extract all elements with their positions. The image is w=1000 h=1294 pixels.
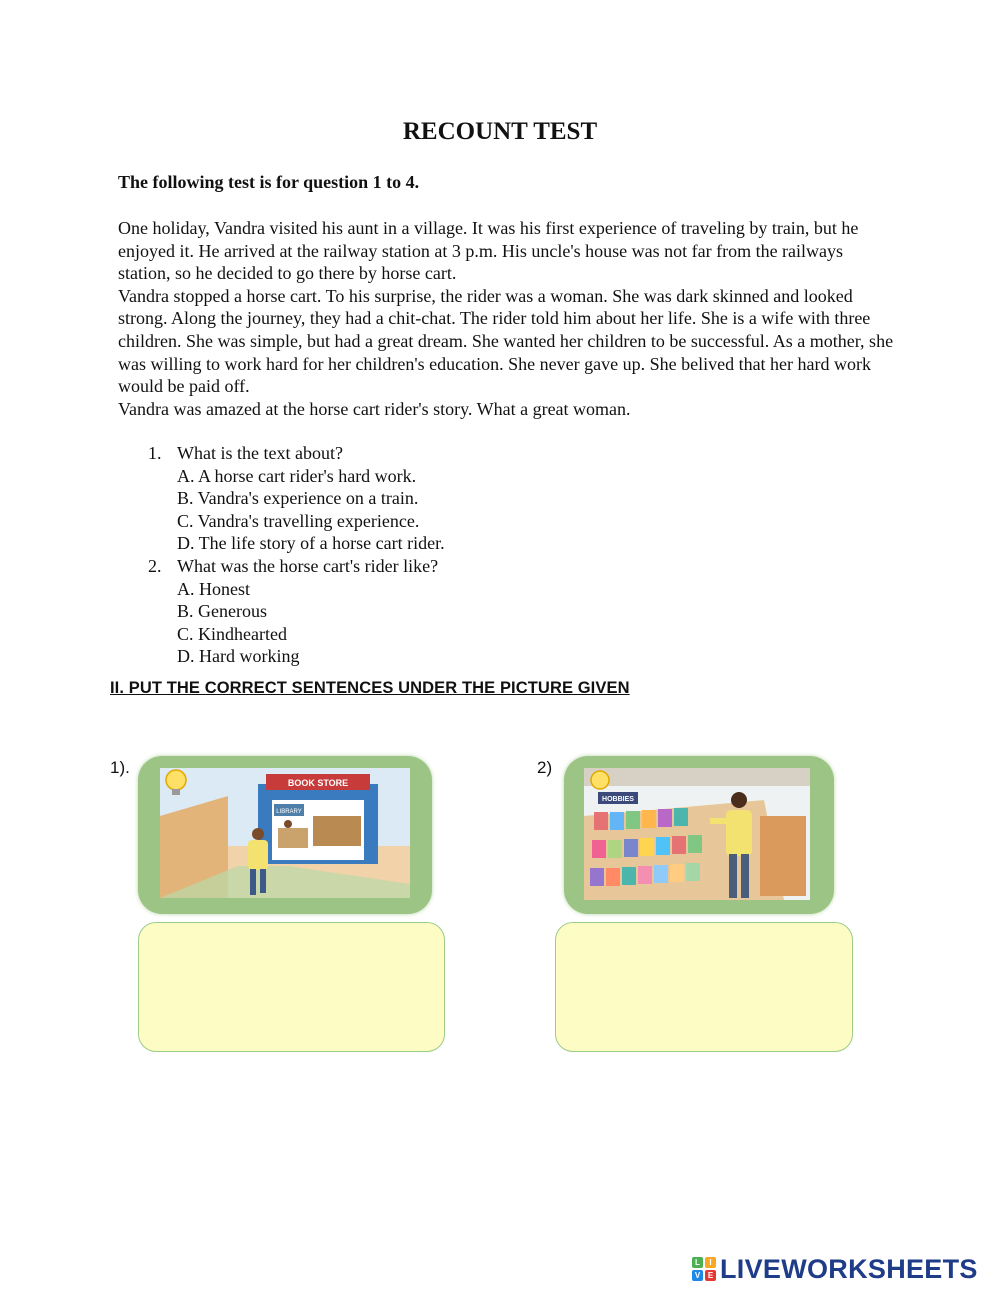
option: D. The life story of a horse cart rider. [177,533,445,553]
instruction: The following test is for question 1 to 4. [118,172,420,192]
inner-sign: LIBRARY [276,809,302,815]
picture-number: 2) [537,758,553,777]
store-sign: BOOK STORE [287,778,349,788]
option: B. Vandra's experience on a train. [177,488,419,508]
logo-icon [692,1257,716,1281]
logo-letter: E [705,1270,716,1281]
liveworksheets-logo[interactable] [692,1252,978,1286]
hobbies-shop-illustration [564,756,834,914]
picture-1-frame [138,756,432,914]
question-2 [148,555,438,578]
option: A. A horse cart rider's hard work. [177,466,417,486]
answer-box-2[interactable] [555,922,853,1052]
question-1 [148,442,343,465]
option: C. Vandra's travelling experience. [177,511,420,531]
bookstore-illustration [138,756,432,914]
passage-paragraph: Vandra stopped a horse cart. To his surprise, the rider was a woman. She was dark skinned and looked strong. Along the journey, they had a chit-chat. The rider told him about her life. She is a wife with three children. She was simple, but had a great dream. She wanted her children to be successful. As a mother, she was willing to work hard for her children's education. She never gave up. She belived that her hard work would be paid off. [118,285,894,397]
option: B. Generous [177,601,267,621]
passage-paragraph: Vandra was amazed at the horse cart rider's story. What a great woman. [118,398,631,419]
option: C. Kindhearted [177,624,287,644]
picture-2-frame [564,756,834,914]
answer-box-1[interactable] [138,922,445,1052]
question-number: 1. [148,443,162,463]
option: D. Hard working [177,646,300,666]
logo-letter: L [692,1257,703,1268]
picture-number: 1). [110,758,130,777]
reading-passage [118,217,898,420]
page-title: RECOUNT TEST [402,118,598,145]
question-text: What was the horse cart's rider like? [177,556,439,576]
question-text: What is the text about? [177,443,343,463]
section-heading: II. PUT THE CORRECT SENTENCES UNDER THE PICTURE GIVEN [110,679,630,697]
logo-text: LIVEWORKSHEETS [720,1253,978,1284]
logo-letter: I [705,1257,716,1268]
shelf-sign: HOBBIES [602,796,634,803]
logo-letter: V [692,1270,703,1281]
question-number: 2. [148,556,162,576]
passage-paragraph: One holiday, Vandra visited his aunt in a village. It was his first experience of traveling by train, but he enjoyed it. He arrived at the railway station at 3 p.m. His uncle's house was not far from the railways station, so he decided to go there by horse cart. [118,218,859,284]
option: A. Honest [177,579,250,599]
